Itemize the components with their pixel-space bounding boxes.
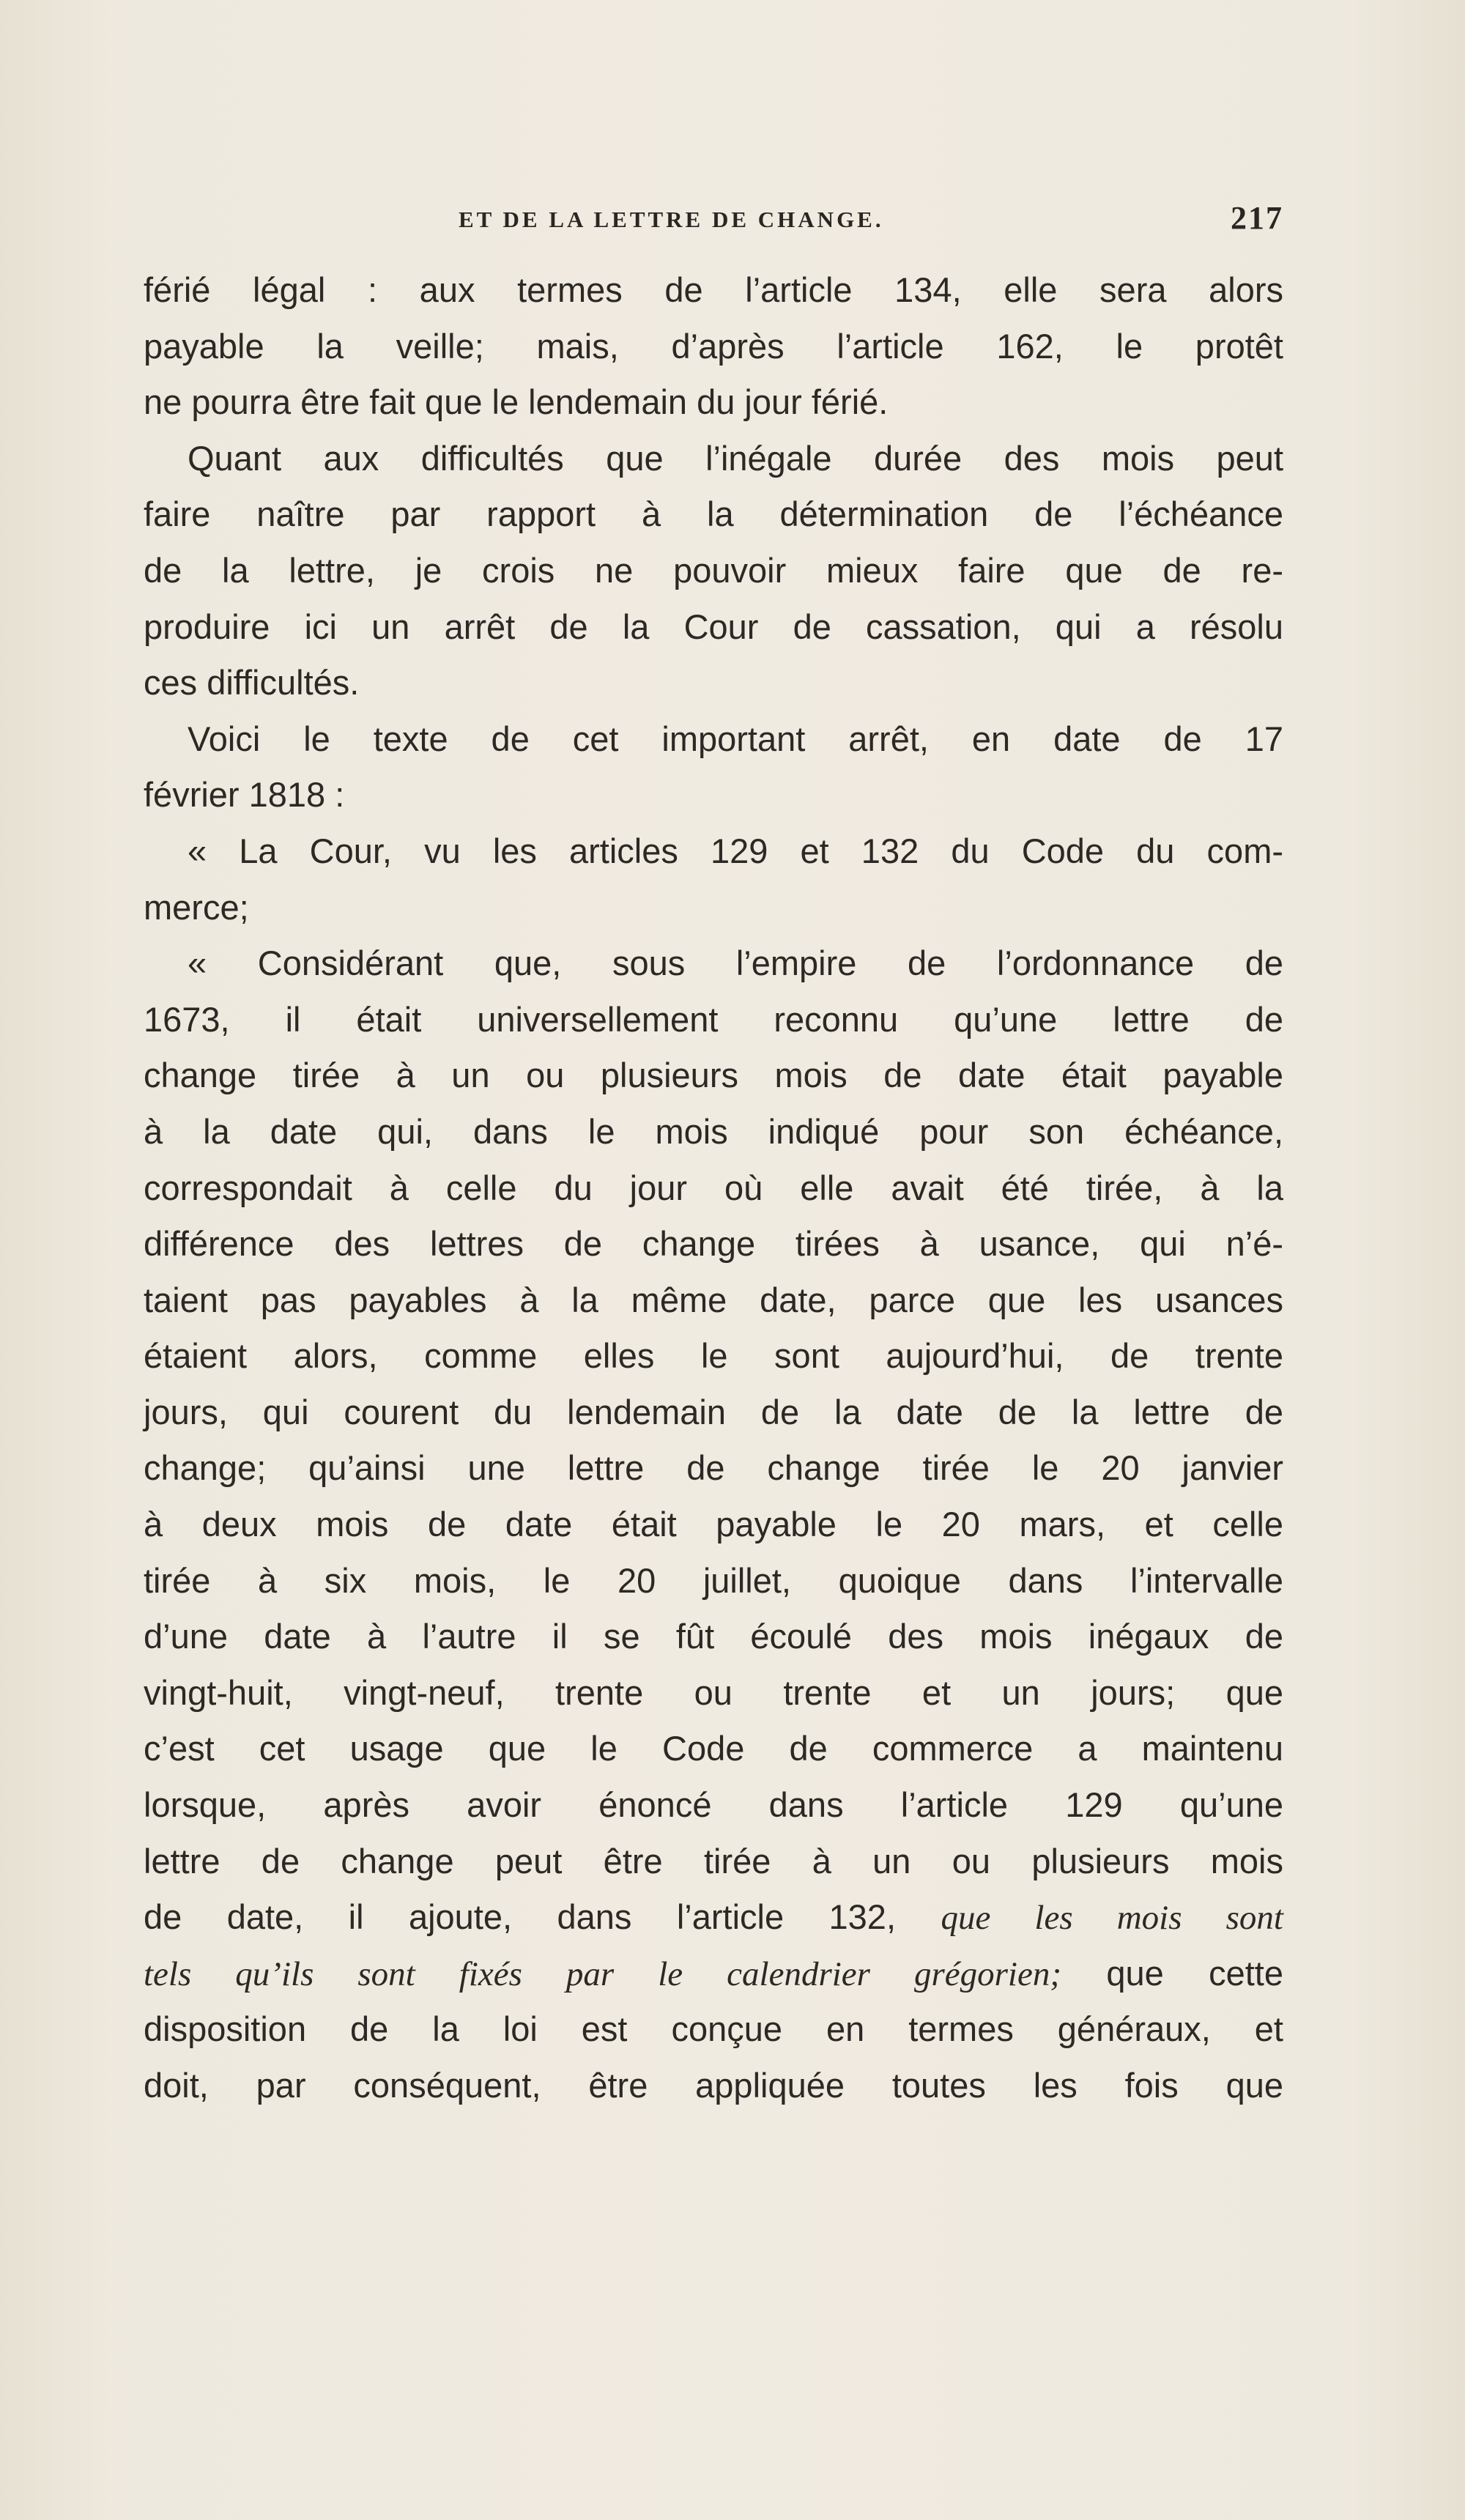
text-line: à la date qui, dans le mois indiqué pour son échéance, [144,1111,1283,1151]
text-line: vingt-huit, vingt-neuf, trente ou trente et un jours; que [144,1672,1283,1712]
italic-text-run: que les mois sont [941,1899,1283,1938]
text-line: étaient alors, comme elles le sont aujourd’hui, de trente [144,1336,1283,1376]
text-line: c’est cet usage que le Code de commerce a maintenu [144,1729,1283,1768]
text-line: lorsque, après avoir énoncé dans l’article 129 qu’une [144,1785,1283,1825]
text-line: taient pas payables à la même date, parce que les usances [144,1280,1283,1319]
text-line: jours, qui courent du lendemain de la date de la lettre de [144,1392,1283,1431]
text-line: « Considérant que, sous l’empire de l’ordonnance de [188,944,1283,983]
text-line: ces difficultés. [144,663,360,703]
text-line: tirée à six mois, le 20 juillet, quoique dans l’intervalle [144,1560,1283,1600]
running-head: ET DE LA LETTRE DE CHANGE. [459,207,884,232]
text-line: change; qu’ainsi une lettre de change tirée le 20 janvier [144,1448,1283,1488]
text-line: de la lettre, je crois ne pouvoir mieux faire que de re- [144,550,1283,590]
text-line: février 1818 : [144,775,345,815]
text-line: d’une date à l’autre il se fût écoulé des mois inégaux de [144,1617,1283,1656]
text-line: différence des lettres de change tirées à usance, qui n’é- [144,1224,1283,1264]
text-line [144,1889,1283,1946]
body-text [144,262,1283,2114]
text-line: à deux mois de date était payable le 20 mars, et celle [144,1505,1283,1544]
text-line: doit, par conséquent, être appliquée toutes les fois que [144,2066,1283,2105]
text-line: faire naître par rapport à la détermination de l’échéance [144,494,1283,534]
italic-text-run: tels qu’ils sont fixés par le calendrier grégorien; [144,1954,1061,1993]
text-line [144,1946,1283,2002]
text-line: 1673, il était universellement reconnu qu’une lettre de [144,999,1283,1039]
text-line: merce; [144,887,249,927]
text-line: « La Cour, vu les articles 129 et 132 du Code du com- [188,831,1283,870]
page-number: 217 [1231,200,1283,236]
text-line: Voici le texte de cet important arrêt, en date de 17 [188,719,1283,758]
text-line: Quant aux difficultés que l’inégale durée des mois peut [188,438,1283,478]
text-line: ne pourra être fait que le lendemain du jour férié. [144,382,889,422]
text-run: que cette [1061,1953,1283,1993]
text-line: payable la veille; mais, d’après l’article 162, le protêt [144,326,1283,366]
text-line: lettre de change peut être tirée à un ou plusieurs mois [144,1841,1283,1880]
text-line: disposition de la loi est conçue en termes généraux, et [144,2009,1283,2049]
text-line: férié légal : aux termes de l’article 134, elle sera alors [144,270,1283,309]
text-line: produire ici un arrêt de la Cour de cassation, qui a résolu [144,607,1283,646]
page-header [144,202,1283,246]
text-line: change tirée à un ou plusieurs mois de date était payable [144,1056,1283,1095]
text-run: de date, il ajoute, dans l’article 132, [144,1897,941,1937]
text-line: correspondait à celle du jour où elle avait été tirée, à la [144,1168,1283,1207]
